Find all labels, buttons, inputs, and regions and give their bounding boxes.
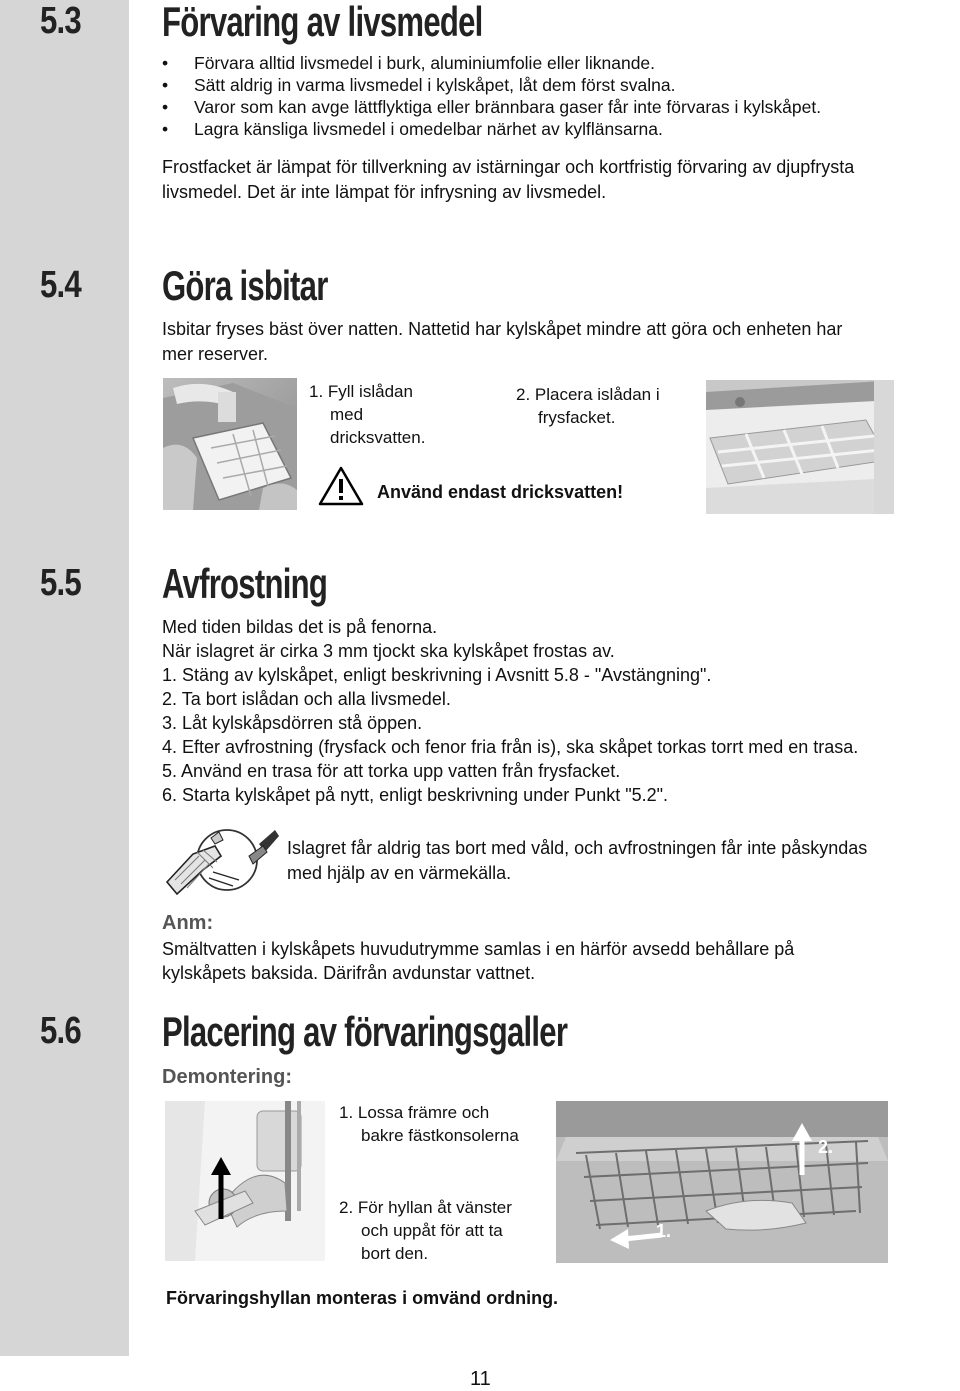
warning-triangle-icon	[318, 465, 364, 512]
no-scraping-illustration	[163, 826, 283, 903]
arrow-label-2: 2.	[818, 1137, 834, 1157]
section-title-5-5: Avfrostning	[162, 560, 328, 607]
caption-line: och uppåt för att ta	[361, 1221, 503, 1240]
defrost-line: 2. Ta bort islådan och alla livsmedel.	[162, 689, 451, 709]
storage-bullet-list	[162, 52, 821, 140]
bullet-item: • Förvara alltid livsmedel i burk, aluminiumfolie eller liknande.	[162, 52, 821, 74]
defrost-instructions	[162, 615, 858, 807]
note-label: Anm:	[162, 912, 214, 934]
caption-line: bort den.	[361, 1244, 429, 1263]
caption-line: dricksvatten.	[330, 428, 426, 447]
freezer-paragraph-line: Frostfacket är lämpat för tillverkning av istärningar och kortfristig förvaring av djupfrysta	[162, 157, 855, 177]
section-title-5-6: Placering av förvaringsgaller	[162, 1008, 568, 1055]
caption-line: bakre fästkonsolerna	[361, 1126, 519, 1145]
section-number-5-3: 5.3	[40, 0, 81, 42]
photo-ice-tray-in-freezer	[706, 380, 894, 514]
defrost-line: Med tiden bildas det is på fenorna.	[162, 617, 438, 637]
caption-line: 2. För hyllan åt vänster	[339, 1198, 512, 1217]
note-line: kylskåpets baksida. Därifrån avdunstar vattnet.	[162, 963, 536, 983]
defrost-line: 5. Använd en trasa för att torka upp vatten från frysfacket.	[162, 761, 621, 781]
photo-remove-shelf	[556, 1101, 888, 1263]
photo-release-bracket	[165, 1101, 325, 1261]
defrost-line: 6. Starta kylskåpet på nytt, enligt beskrivning under Punkt "5.2".	[162, 785, 669, 805]
reassembly-note: Förvaringshyllan monteras i omvänd ordning.	[166, 1288, 559, 1308]
defrost-line: 4. Efter avfrostning (frysfack och fenor fria från is), ska skåpet torkas torrt med en trasa.	[162, 737, 859, 757]
section-number-5-5: 5.5	[40, 562, 81, 604]
bullet-item: • Sätt aldrig in varma livsmedel i kylskåpet, låt dem först svalna.	[162, 74, 821, 96]
caution-line: Islagret får aldrig tas bort med våld, och avfrostningen får inte påskyndas	[287, 838, 868, 858]
caution-line: med hjälp av en värmekälla.	[287, 863, 512, 883]
caption-line: med	[330, 405, 364, 424]
warning-drinking-water: Använd endast dricksvatten!	[377, 482, 624, 502]
defrost-line: 3. Låt kylskåpsdörren stå öppen.	[162, 713, 423, 733]
step-remove-caption	[339, 1196, 512, 1265]
defrost-line: När islagret är cirka 3 mm tjockt ska kylskåpet frostas av.	[162, 641, 615, 661]
arrow-label-1: 1.	[656, 1221, 672, 1241]
caption-line: 1. Lossa främre och	[339, 1103, 490, 1122]
subtitle-removal: Demontering:	[162, 1066, 292, 1088]
freezer-paragraph-line: livsmedel. Det är inte lämpat för infrysning av livsmedel.	[162, 182, 607, 202]
step-loosen-caption	[339, 1101, 519, 1147]
page-number: 11	[470, 1368, 491, 1390]
section-title-5-3: Förvaring av livsmedel	[162, 0, 483, 45]
caption-line: frysfacket.	[538, 408, 616, 427]
note-line: Smältvatten i kylskåpets huvudutrymme samlas i en härför avsedd behållare på	[162, 939, 795, 959]
section-title-5-4: Göra isbitar	[162, 262, 328, 309]
bullet-item: • Lagra känsliga livsmedel i omedelbar närhet av kylflänsarna.	[162, 118, 821, 140]
photo-fill-ice-tray	[163, 378, 297, 510]
bullet-item: • Varor som kan avge lättflyktiga eller brännbara gaser får inte förvaras i kylskåpet.	[162, 96, 821, 118]
caption-line: 2. Placera islådan i	[516, 385, 660, 404]
caption-line: 1. Fyll islådan	[309, 382, 413, 401]
sidebar-band	[0, 0, 129, 1356]
ice-intro-line: mer reserver.	[162, 344, 269, 364]
section-number-5-4: 5.4	[40, 264, 81, 306]
defrost-line: 1. Stäng av kylskåpet, enligt beskrivning i Avsnitt 5.8 - "Avstängning".	[162, 665, 712, 685]
step-fill-caption	[309, 380, 425, 449]
ice-intro-line: Isbitar fryses bäst över natten. Nattetid har kylskåpet mindre att göra och enheten har	[162, 319, 843, 339]
step-place-caption	[516, 383, 660, 429]
section-number-5-6: 5.6	[40, 1010, 81, 1052]
